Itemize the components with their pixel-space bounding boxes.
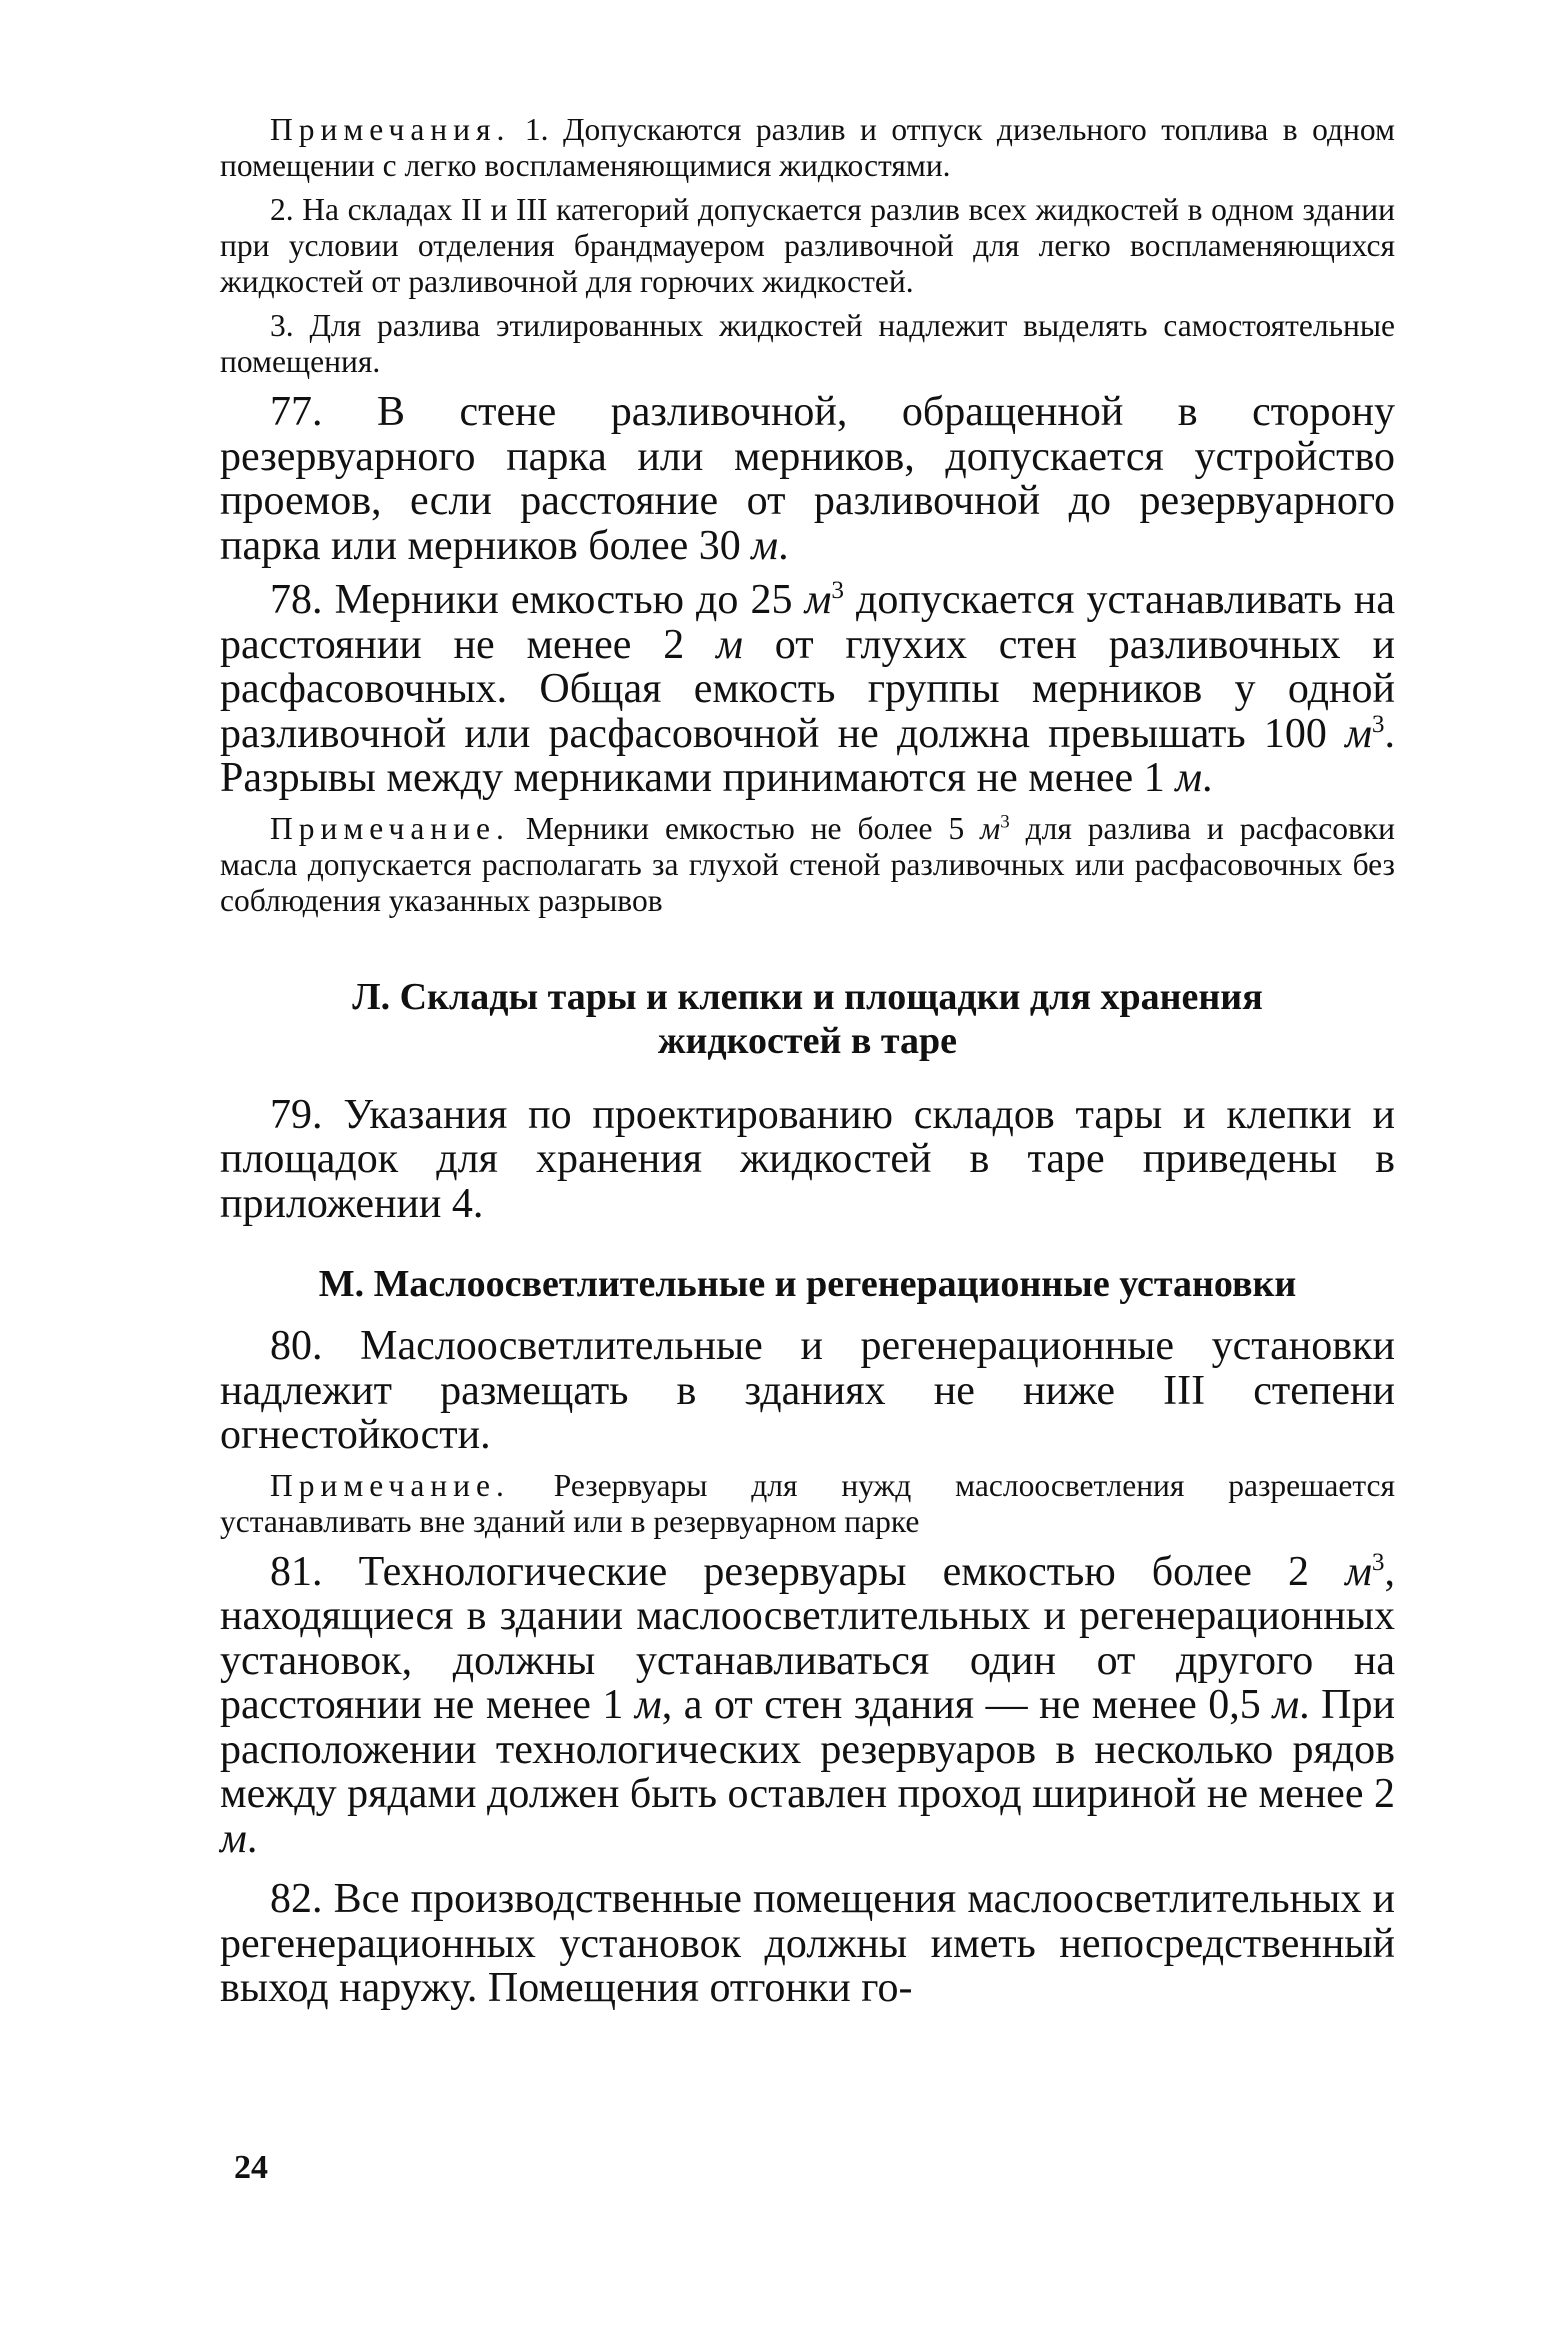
punct: . [1202,755,1213,801]
note-2: 2. На складах II и III категорий допускается разлив всех жидкостей в одном здании при условии отделения брандмауером разливочной для легко воспламеняющихся жидкостей от разливочной для горючих жидкостей. [220,192,1395,299]
note-1 [220,112,1395,184]
superscript: 3 [831,577,844,604]
section-l-line-1: Л. Склады тары и клепки и площадки для хранения [352,975,1263,1018]
unit-m: м [1345,1548,1372,1595]
paragraph-79: 79. Указания по проектированию складов тары и клепки и площадок для хранения жидкостей в таре приведены в приложении 4. [220,1091,1395,1227]
paragraph-78-part: от глухих стен разливочных и расфасовочных. Общая емкость группы мерников у одной разливочной или расфасовочной не должна превышать 100 [220,621,1395,757]
notes-label: Примечания. [270,112,511,147]
paragraph-81-part: . При расположении технологических резервуаров в несколько рядов между рядами должен быть оставлен проход шириной не менее 2 [220,1682,1395,1817]
unit-m: м [1272,1682,1300,1728]
note-78-part: для разлива и расфасовки масла допускается располагать за глухой стеной разливочных или расфасовочных без соблюдения указанных разрывов [220,810,1395,918]
unit-m: м [220,1815,247,1862]
note-80 [220,1468,1395,1540]
superscript: 3 [1371,710,1385,738]
paragraph-78-part: . Разрывы между мерниками принимаются не менее 1 [220,710,1395,801]
superscript: 3 [1371,1548,1385,1576]
punct: . [778,522,789,569]
unit-m: м [804,577,832,623]
unit-m: м [751,522,779,569]
paragraph-81-part: 81. Технологические резервуары емкостью более 2 [270,1548,1346,1595]
paragraph-81-part: , находящиеся в здании маслоосветлительных и регенерационных установок, должны устанавливаться один от другого на расстоянии не менее 1 [220,1548,1395,1728]
unit-m: м [716,621,743,668]
section-l-line-2: жидкостей в таре [657,1019,957,1062]
section-l-heading [220,975,1395,1063]
page-number: 24 [234,2149,268,2186]
paragraph-81-part: , а от стен здания — не менее 0,5 [661,1682,1273,1728]
paragraph-77 [220,390,1395,568]
note-78-part: Мерники емкостью не более 5 [509,810,981,846]
note-78 [220,811,1395,919]
superscript: 3 [1000,811,1010,832]
unit-m: м [634,1682,662,1728]
paragraph-80: 80. Маслоосветлительные и регенерационные установки надлежит размещать в зданиях не ниже III степени огнестойкости. [220,1323,1395,1458]
unit-m: м [980,810,1001,846]
paragraph-82: 82. Все производственные помещения маслоосветлительных и регенерационных установок должны иметь непосредственный выход наружу. Помещения отгонки го- [220,1876,1395,2011]
note-80-text: Резервуары для нужд маслоосветления разрешается устанавливать вне зданий или в резервуарном парке [220,1467,1395,1539]
note-label: Примечание. [270,810,510,846]
note-3: 3. Для разлива этилированных жидкостей надлежит выделять самостоятельные помещения. [220,308,1395,379]
unit-m: м [1345,710,1372,757]
note-1-text: 1. Допускаются разлив и отпуск дизельного топлива в одном помещении с легко воспламеняющимися жидкостями. [220,112,1395,183]
paragraph-78-part: допускается устанавливать на расстоянии не менее 2 [220,577,1396,668]
paragraph-78 [220,578,1395,801]
section-m-heading: М. Маслоосветлительные и регенерационные установки [318,1263,1297,1305]
unit-m: м [1175,755,1203,801]
paragraph-77-text: 77. В стене разливочной, обращенной в сторону резервуарного парка или мерников, допускается устройство проемов, если расстояние от разливочной до резервуарного парка или мерников более 30 [220,389,1395,569]
text-column [220,112,1395,2011]
note-label: Примечание. [270,1467,510,1503]
paragraph-78-part: 78. Мерники емкостью до 25 [270,577,805,623]
punct: . [246,1815,258,1862]
paragraph-81 [220,1550,1395,1862]
